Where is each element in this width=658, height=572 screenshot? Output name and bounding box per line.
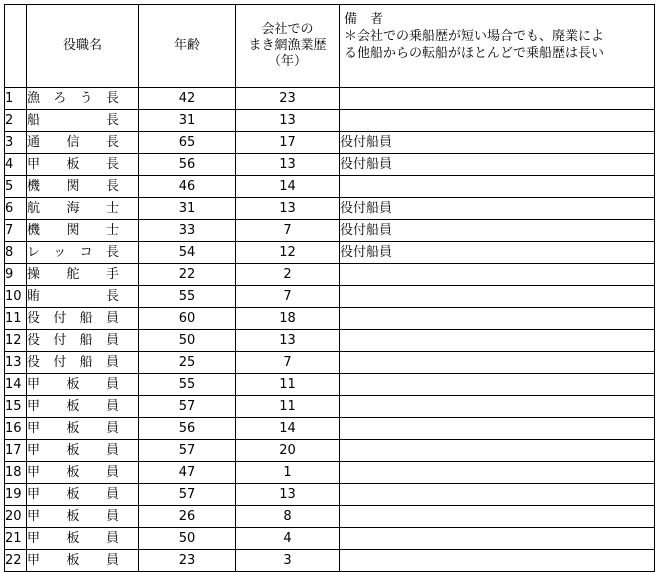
row-age: 31 [139,198,236,220]
row-title [27,374,139,396]
row-remark [340,550,655,572]
row-title-text: 甲板員 [27,509,119,524]
header-note-line1: 備 者 [344,12,384,27]
row-remark: 役付船員 [340,198,655,220]
row-title [27,264,139,286]
row-years: 11 [236,374,340,396]
row-remark [340,110,655,132]
table-row [5,418,655,440]
row-number: 7 [5,220,27,242]
table-row [5,198,655,220]
row-title-text: 航海士 [27,201,119,216]
row-remark [340,418,655,440]
row-title-text: 賄 長 [27,289,119,304]
header-note [340,5,655,88]
row-years: 13 [236,198,340,220]
row-title [27,242,139,264]
table-row [5,110,655,132]
row-title [27,550,139,572]
row-title-text: 操舵手 [27,267,119,282]
table-row [5,132,655,154]
row-title [27,308,139,330]
row-title-text: 漁ろう長 [27,91,119,106]
row-remark: 役付船員 [340,220,655,242]
table-body [5,88,655,572]
row-title [27,330,139,352]
row-age: 23 [139,550,236,572]
header-title: 役職名 [27,5,139,88]
row-title-text: 甲板員 [27,487,119,502]
row-age: 57 [139,396,236,418]
header-row [5,5,655,88]
row-years: 8 [236,506,340,528]
row-remark [340,352,655,374]
row-age: 55 [139,374,236,396]
header-years [236,5,340,88]
table-row [5,550,655,572]
row-title [27,132,139,154]
row-title [27,88,139,110]
row-title-text: 機関士 [27,223,119,238]
row-remark [340,374,655,396]
header-no [5,5,27,88]
row-number: 15 [5,396,27,418]
row-years: 14 [236,418,340,440]
row-years: 7 [236,286,340,308]
row-title [27,176,139,198]
row-title [27,198,139,220]
header-years-line3: （年） [267,54,307,69]
row-number: 11 [5,308,27,330]
row-number: 19 [5,484,27,506]
row-years: 4 [236,528,340,550]
row-age: 26 [139,506,236,528]
row-years: 1 [236,462,340,484]
row-years: 14 [236,176,340,198]
table-row [5,528,655,550]
row-title [27,418,139,440]
row-age: 56 [139,154,236,176]
row-title [27,396,139,418]
row-years: 13 [236,484,340,506]
row-title [27,220,139,242]
row-number: 8 [5,242,27,264]
row-remark [340,88,655,110]
row-age: 60 [139,308,236,330]
table-row [5,506,655,528]
row-title [27,154,139,176]
row-age: 57 [139,440,236,462]
row-title-text: 役付船員 [27,311,119,326]
header-years-line2: まき網漁業歴 [248,38,327,53]
row-title-text: 甲板員 [27,421,119,436]
table-header [5,5,655,88]
header-years-line1: 会社での [261,22,314,37]
row-title [27,352,139,374]
row-title-text: 甲板員 [27,399,119,414]
row-number: 16 [5,418,27,440]
row-age: 22 [139,264,236,286]
header-note-line3: る他船からの転船がほとんどで乗船歴は長い [344,46,605,61]
table-row [5,242,655,264]
row-number: 22 [5,550,27,572]
row-age: 31 [139,110,236,132]
row-years: 13 [236,330,340,352]
row-remark: 役付船員 [340,132,655,154]
row-age: 46 [139,176,236,198]
row-age: 50 [139,528,236,550]
table-row [5,176,655,198]
row-age: 55 [139,286,236,308]
table-row [5,308,655,330]
row-number: 4 [5,154,27,176]
row-age: 54 [139,242,236,264]
table-row [5,352,655,374]
row-age: 50 [139,330,236,352]
row-age: 42 [139,88,236,110]
row-title [27,484,139,506]
row-number: 17 [5,440,27,462]
row-remark [340,484,655,506]
table-row [5,396,655,418]
row-remark: 役付船員 [340,242,655,264]
row-years: 2 [236,264,340,286]
row-age: 47 [139,462,236,484]
row-years: 12 [236,242,340,264]
row-title [27,506,139,528]
row-remark [340,330,655,352]
row-remark [340,308,655,330]
table-row [5,484,655,506]
row-title [27,286,139,308]
header-note-line2: ＊会社での乗船歴が短い場合でも、廃業によ [344,29,605,44]
row-title [27,110,139,132]
table-row [5,220,655,242]
row-remark [340,506,655,528]
row-remark [340,176,655,198]
row-age: 57 [139,484,236,506]
row-remark [340,286,655,308]
row-age: 25 [139,352,236,374]
row-remark: 役付船員 [340,154,655,176]
row-number: 12 [5,330,27,352]
row-years: 23 [236,88,340,110]
row-title-text: 甲板員 [27,377,119,392]
row-years: 3 [236,550,340,572]
table-row [5,330,655,352]
row-years: 11 [236,396,340,418]
row-title-text: 甲板員 [27,465,119,480]
row-title [27,528,139,550]
row-title [27,440,139,462]
row-number: 21 [5,528,27,550]
row-remark [340,396,655,418]
row-remark [340,528,655,550]
row-years: 20 [236,440,340,462]
row-number: 20 [5,506,27,528]
row-years: 18 [236,308,340,330]
row-title-text: 甲板員 [27,443,119,458]
row-remark [340,462,655,484]
row-title [27,462,139,484]
row-number: 18 [5,462,27,484]
table-row [5,88,655,110]
row-number: 10 [5,286,27,308]
row-number: 13 [5,352,27,374]
row-years: 13 [236,154,340,176]
row-title-text: 通信長 [27,135,119,150]
table-row [5,286,655,308]
row-age: 65 [139,132,236,154]
row-title-text: 役付船員 [27,333,119,348]
row-title-text: 甲板員 [27,531,119,546]
row-number: 14 [5,374,27,396]
table-row [5,374,655,396]
row-title-text: 甲板長 [27,157,119,172]
row-remark [340,264,655,286]
row-age: 33 [139,220,236,242]
row-number: 5 [5,176,27,198]
row-title-text: レッコ長 [27,245,119,260]
row-years: 7 [236,352,340,374]
row-number: 9 [5,264,27,286]
row-number: 1 [5,88,27,110]
row-number: 3 [5,132,27,154]
header-age: 年齢 [139,5,236,88]
row-title-text: 甲板員 [27,553,119,568]
row-age: 56 [139,418,236,440]
table-row [5,154,655,176]
crew-table [4,4,655,572]
row-number: 6 [5,198,27,220]
table-row [5,440,655,462]
table-row [5,264,655,286]
row-number: 2 [5,110,27,132]
row-years: 17 [236,132,340,154]
row-title-text: 役付船員 [27,355,119,370]
table-row [5,462,655,484]
row-years: 7 [236,220,340,242]
row-title-text: 機関長 [27,179,119,194]
row-title-text: 船 長 [27,113,119,128]
row-years: 13 [236,110,340,132]
row-remark [340,440,655,462]
